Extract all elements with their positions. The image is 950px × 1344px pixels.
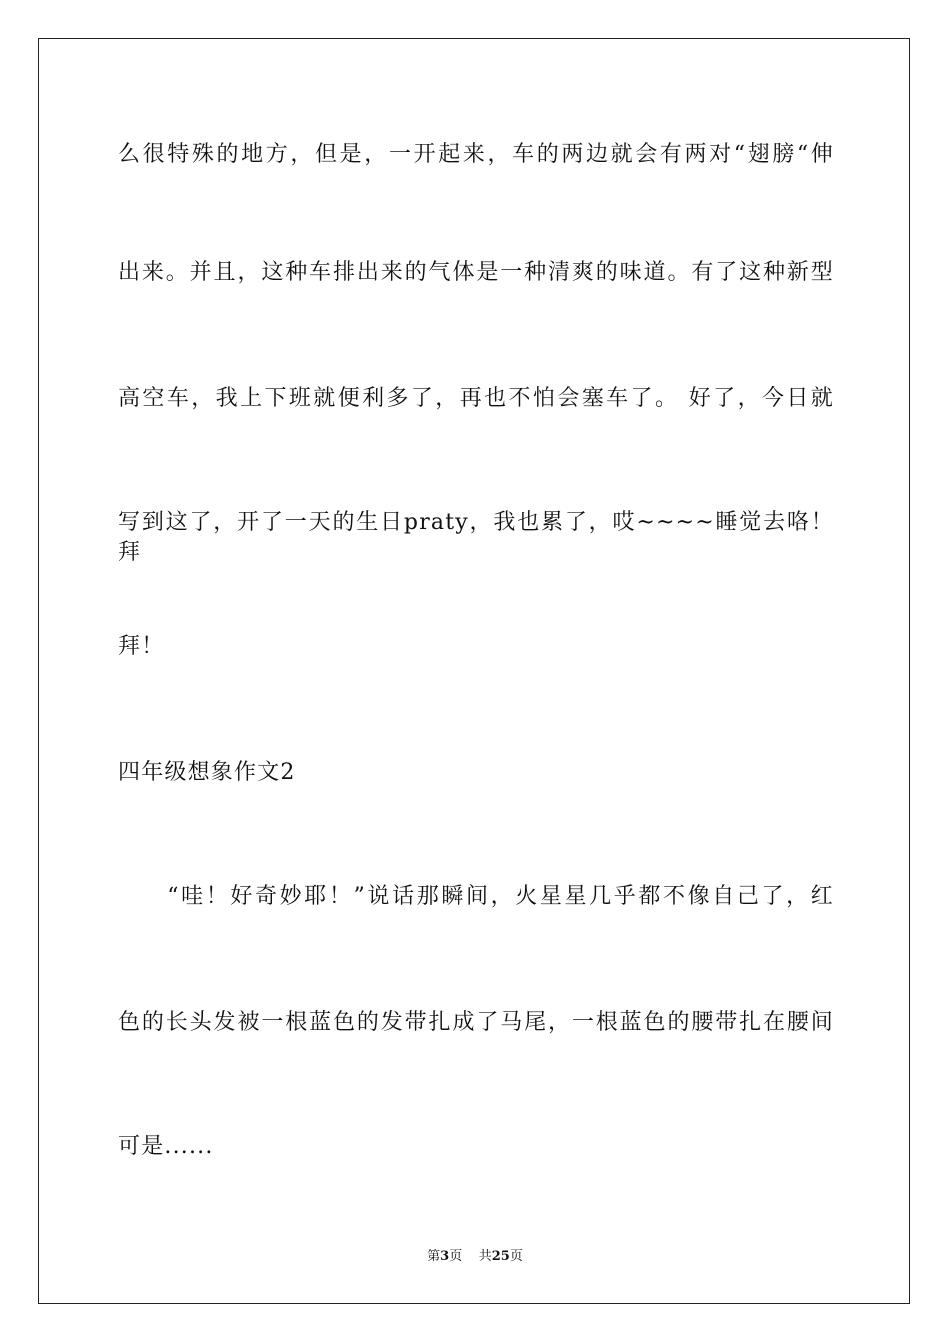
body-line-8: 色的长头发被一根蓝色的发带扎成了马尾，一根蓝色的腰带扎在腰间 [118,1010,834,1035]
body-line-9: 可是...... [118,1134,214,1159]
body-line-3: 高空车，我上下班就便利多了，再也不怕会塞车了。 好了，今日就 [118,386,834,411]
body-line-4: 写到这了，开了一天的生日praty，我也累了，哎~~~~睡觉去咯！拜 [118,510,834,565]
page-footer [0,1245,950,1264]
total-pages: 25 [491,1249,510,1264]
body-line-5: 拜！ [118,634,165,659]
total-prefix: 共 [478,1249,492,1264]
page-prefix: 第 [427,1249,441,1264]
section-heading: 四年级想象作文2 [118,760,296,785]
body-line-7: “哇！好奇妙耶！”说话那瞬间，火星星几乎都不像自己了，红 [118,884,834,909]
page-border [38,38,910,1304]
body-line-1: 么很特殊的地方，但是，一开起来，车的两边就会有两对“翅膀“伸 [118,142,834,167]
page-suffix: 页 [449,1249,463,1264]
total-suffix: 页 [509,1249,523,1264]
page-number: 3 [440,1249,450,1264]
body-line-2: 出来。并且，这种车排出来的气体是一种清爽的味道。有了这种新型 [118,260,834,285]
